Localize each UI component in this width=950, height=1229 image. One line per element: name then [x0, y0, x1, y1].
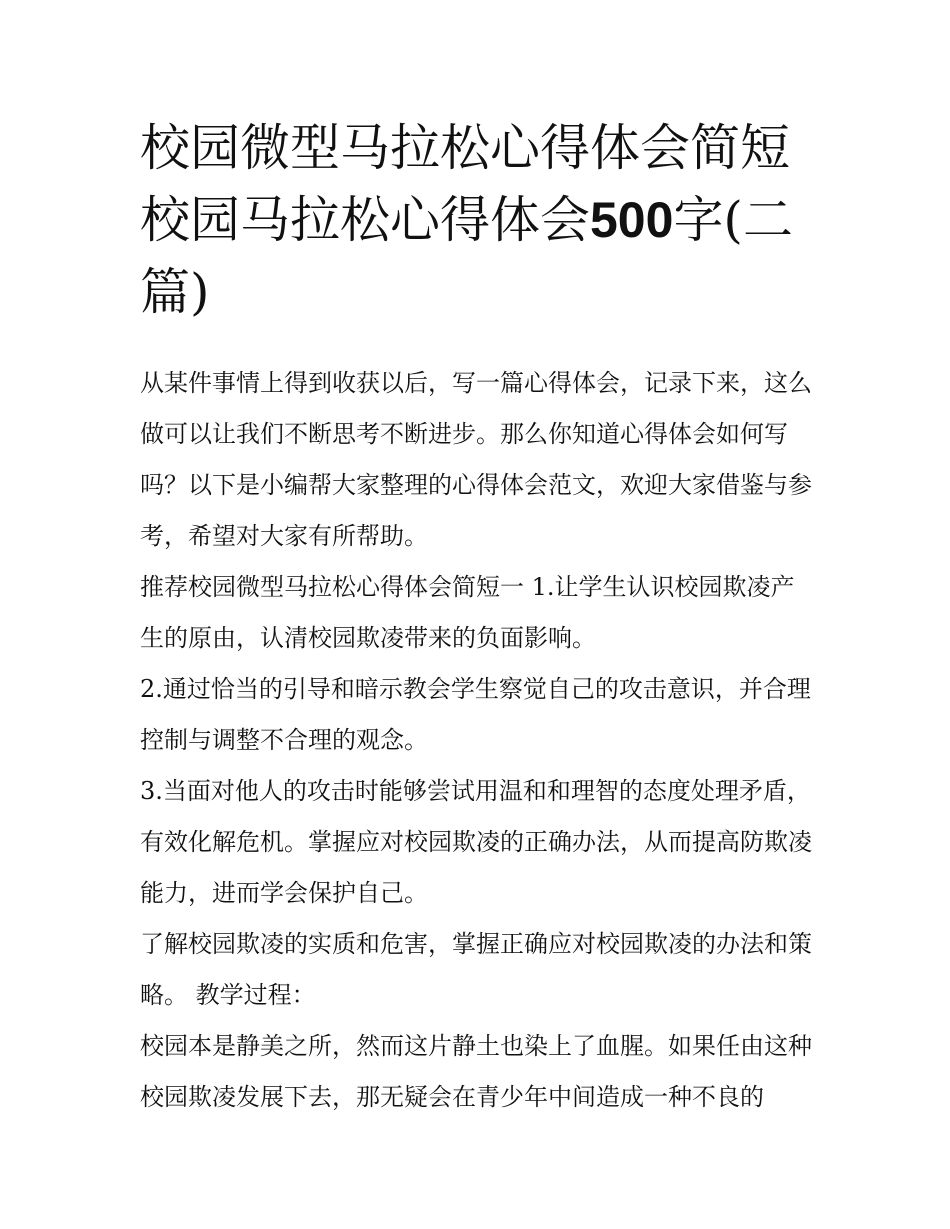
paragraph-item-1: 推荐校园微型马拉松心得体会简短一 1.让学生认识校园欺凌产生的原由，认清校园欺凌带来的负面影响。: [140, 573, 795, 652]
document-title: [140, 112, 820, 328]
document-body: [140, 358, 815, 1123]
paragraph-item-2: 2.通过恰当的引导和暗示教会学生察觉自己的攻击意识，并合理控制与调整不合理的观念。: [140, 675, 811, 754]
paragraph-intro: 从某件事情上得到收获以后，写一篇心得体会，记录下来，这么做可以让我们不断思考不断进步。那么你知道心得体会如何写吗？以下是小编帮大家整理的心得体会范文，欢迎大家借鉴与参考，希望对大家有所帮助。: [140, 369, 812, 550]
title-text-part1: 校园微型马拉松心得体会简短校园马拉松心得体会: [140, 119, 790, 249]
title-number: 500: [590, 192, 674, 248]
paragraph-process: 校园本是静美之所，然而这片静土也染上了血腥。如果任由这种校园欺凌发展下去，那无疑会在青少年中间造成一种不良的: [140, 1032, 812, 1111]
paragraph-item-3: 3.当面对他人的攻击时能够尝试用温和和理智的态度处理矛盾，有效化解危机。掌握应对校园欺凌的正确办法，从而提高防欺凌能力，进而学会保护自己。: [140, 777, 812, 907]
paragraph-goal: 了解校园欺凌的实质和危害，掌握正确应对校园欺凌的办法和策略。 教学过程：: [140, 930, 812, 1009]
title-text-part2: 字(二篇): [140, 191, 793, 321]
